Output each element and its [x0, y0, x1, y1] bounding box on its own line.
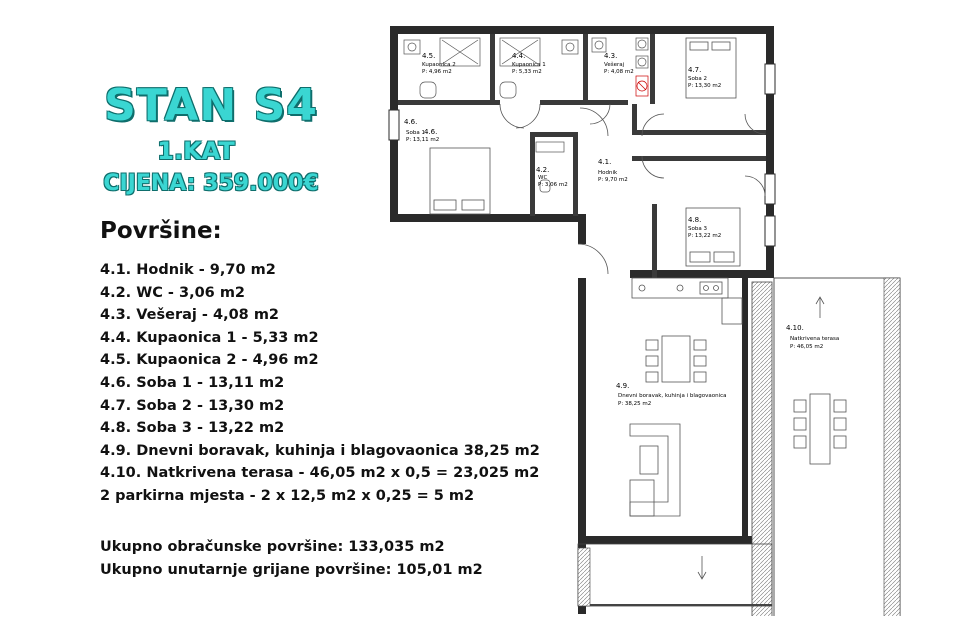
- room-number: 4.9.: [616, 382, 630, 390]
- room-name: Hodnik: [598, 170, 618, 176]
- area-item: 4.1. Hodnik - 9,70 m2: [100, 262, 276, 278]
- room-area: P: 13,30 m2: [688, 83, 722, 89]
- area-item: 4.6. Soba 1 - 13,11 m2: [100, 374, 285, 391]
- room-name: WC: [538, 175, 548, 181]
- area-item: 4.7. Soba 2 - 13,30 m2: [100, 397, 285, 414]
- room-area: P: 13,22 m2: [688, 233, 722, 239]
- walls: [390, 26, 774, 614]
- areas-heading: Površine:: [100, 218, 222, 244]
- dining-table: [646, 336, 706, 382]
- room-number: 4.2.: [536, 166, 550, 174]
- terrace-table: [794, 394, 846, 464]
- room-area: P: 38,25 m2: [618, 401, 652, 407]
- room-area: P: 4,96 m2: [422, 69, 452, 75]
- room-number: 4.1.: [598, 158, 612, 166]
- room-area: P: 9,70 m2: [598, 177, 628, 183]
- area-item: 4.5. Kupaonica 2 - 4,96 m2: [100, 352, 319, 369]
- room-name: Soba 2: [688, 76, 707, 82]
- room-number: 4.4.: [512, 52, 526, 60]
- room-number: 4.6.: [404, 118, 418, 126]
- area-item: 2 parkirna mjesta - 2 x 12,5 m2 x 0,25 = 5 m2: [100, 487, 475, 504]
- room-name: Soba 1: [406, 130, 425, 136]
- room-area: P: 46,05 m2: [790, 344, 824, 350]
- room-area: P: 3,06 m2: [538, 182, 568, 188]
- room-number: 4.10.: [786, 324, 804, 332]
- area-item: 4.3. Vešeraj - 4,08 m2: [100, 307, 280, 324]
- room-area: P: 13,11 m2: [406, 137, 440, 143]
- sofa: [630, 424, 680, 516]
- area-item: 4.2. WC - 3,06 m2: [100, 284, 246, 301]
- terrace: [578, 282, 824, 616]
- room-name: Vešeraj: [604, 62, 625, 68]
- area-item: 4.10. Natkrivena terasa - 46,05 m2 x 0,5 = 23,025 m2: [100, 465, 540, 482]
- area-item: 4.4. Kupaonica 1 - 5,33 m2: [100, 329, 319, 346]
- floor-plan: [380, 16, 920, 616]
- room-name: Natkrivena terasa: [790, 336, 840, 342]
- floor-label: 1.KAT: [157, 137, 235, 165]
- room-number: 4.5.: [422, 52, 436, 60]
- total-heated-area: Ukupno unutarnje grijane površine: 105,01 m2: [100, 562, 483, 578]
- area-item: 4.9. Dnevni boravak, kuhinja i blagovaonica 38,25 m2: [100, 442, 540, 459]
- room-number: 4.7.: [688, 66, 702, 74]
- room-name: Dnevni boravak, kuhinja i blagovaonica: [618, 393, 727, 399]
- room-area: P: 5,33 m2: [512, 69, 542, 75]
- room-number: 4.3.: [604, 52, 618, 60]
- price-label: CIJENA: 359.000€: [103, 171, 319, 196]
- room-area: P: 4,08 m2: [604, 69, 634, 75]
- room-number: 4.8.: [688, 216, 702, 224]
- area-item: 4.8. Soba 3 - 13,22 m2: [100, 420, 285, 437]
- room-name: Soba 3: [688, 226, 707, 232]
- apartment-title: STAN S4: [104, 80, 318, 131]
- total-calc-area: Ukupno obračunske površine: 133,035 m2: [100, 539, 445, 555]
- room-name: Kupaonica 1: [512, 62, 546, 68]
- room-name: Kupaonica 2: [422, 62, 456, 68]
- kitchen: [632, 278, 742, 324]
- room-number: 4.6.: [424, 128, 438, 136]
